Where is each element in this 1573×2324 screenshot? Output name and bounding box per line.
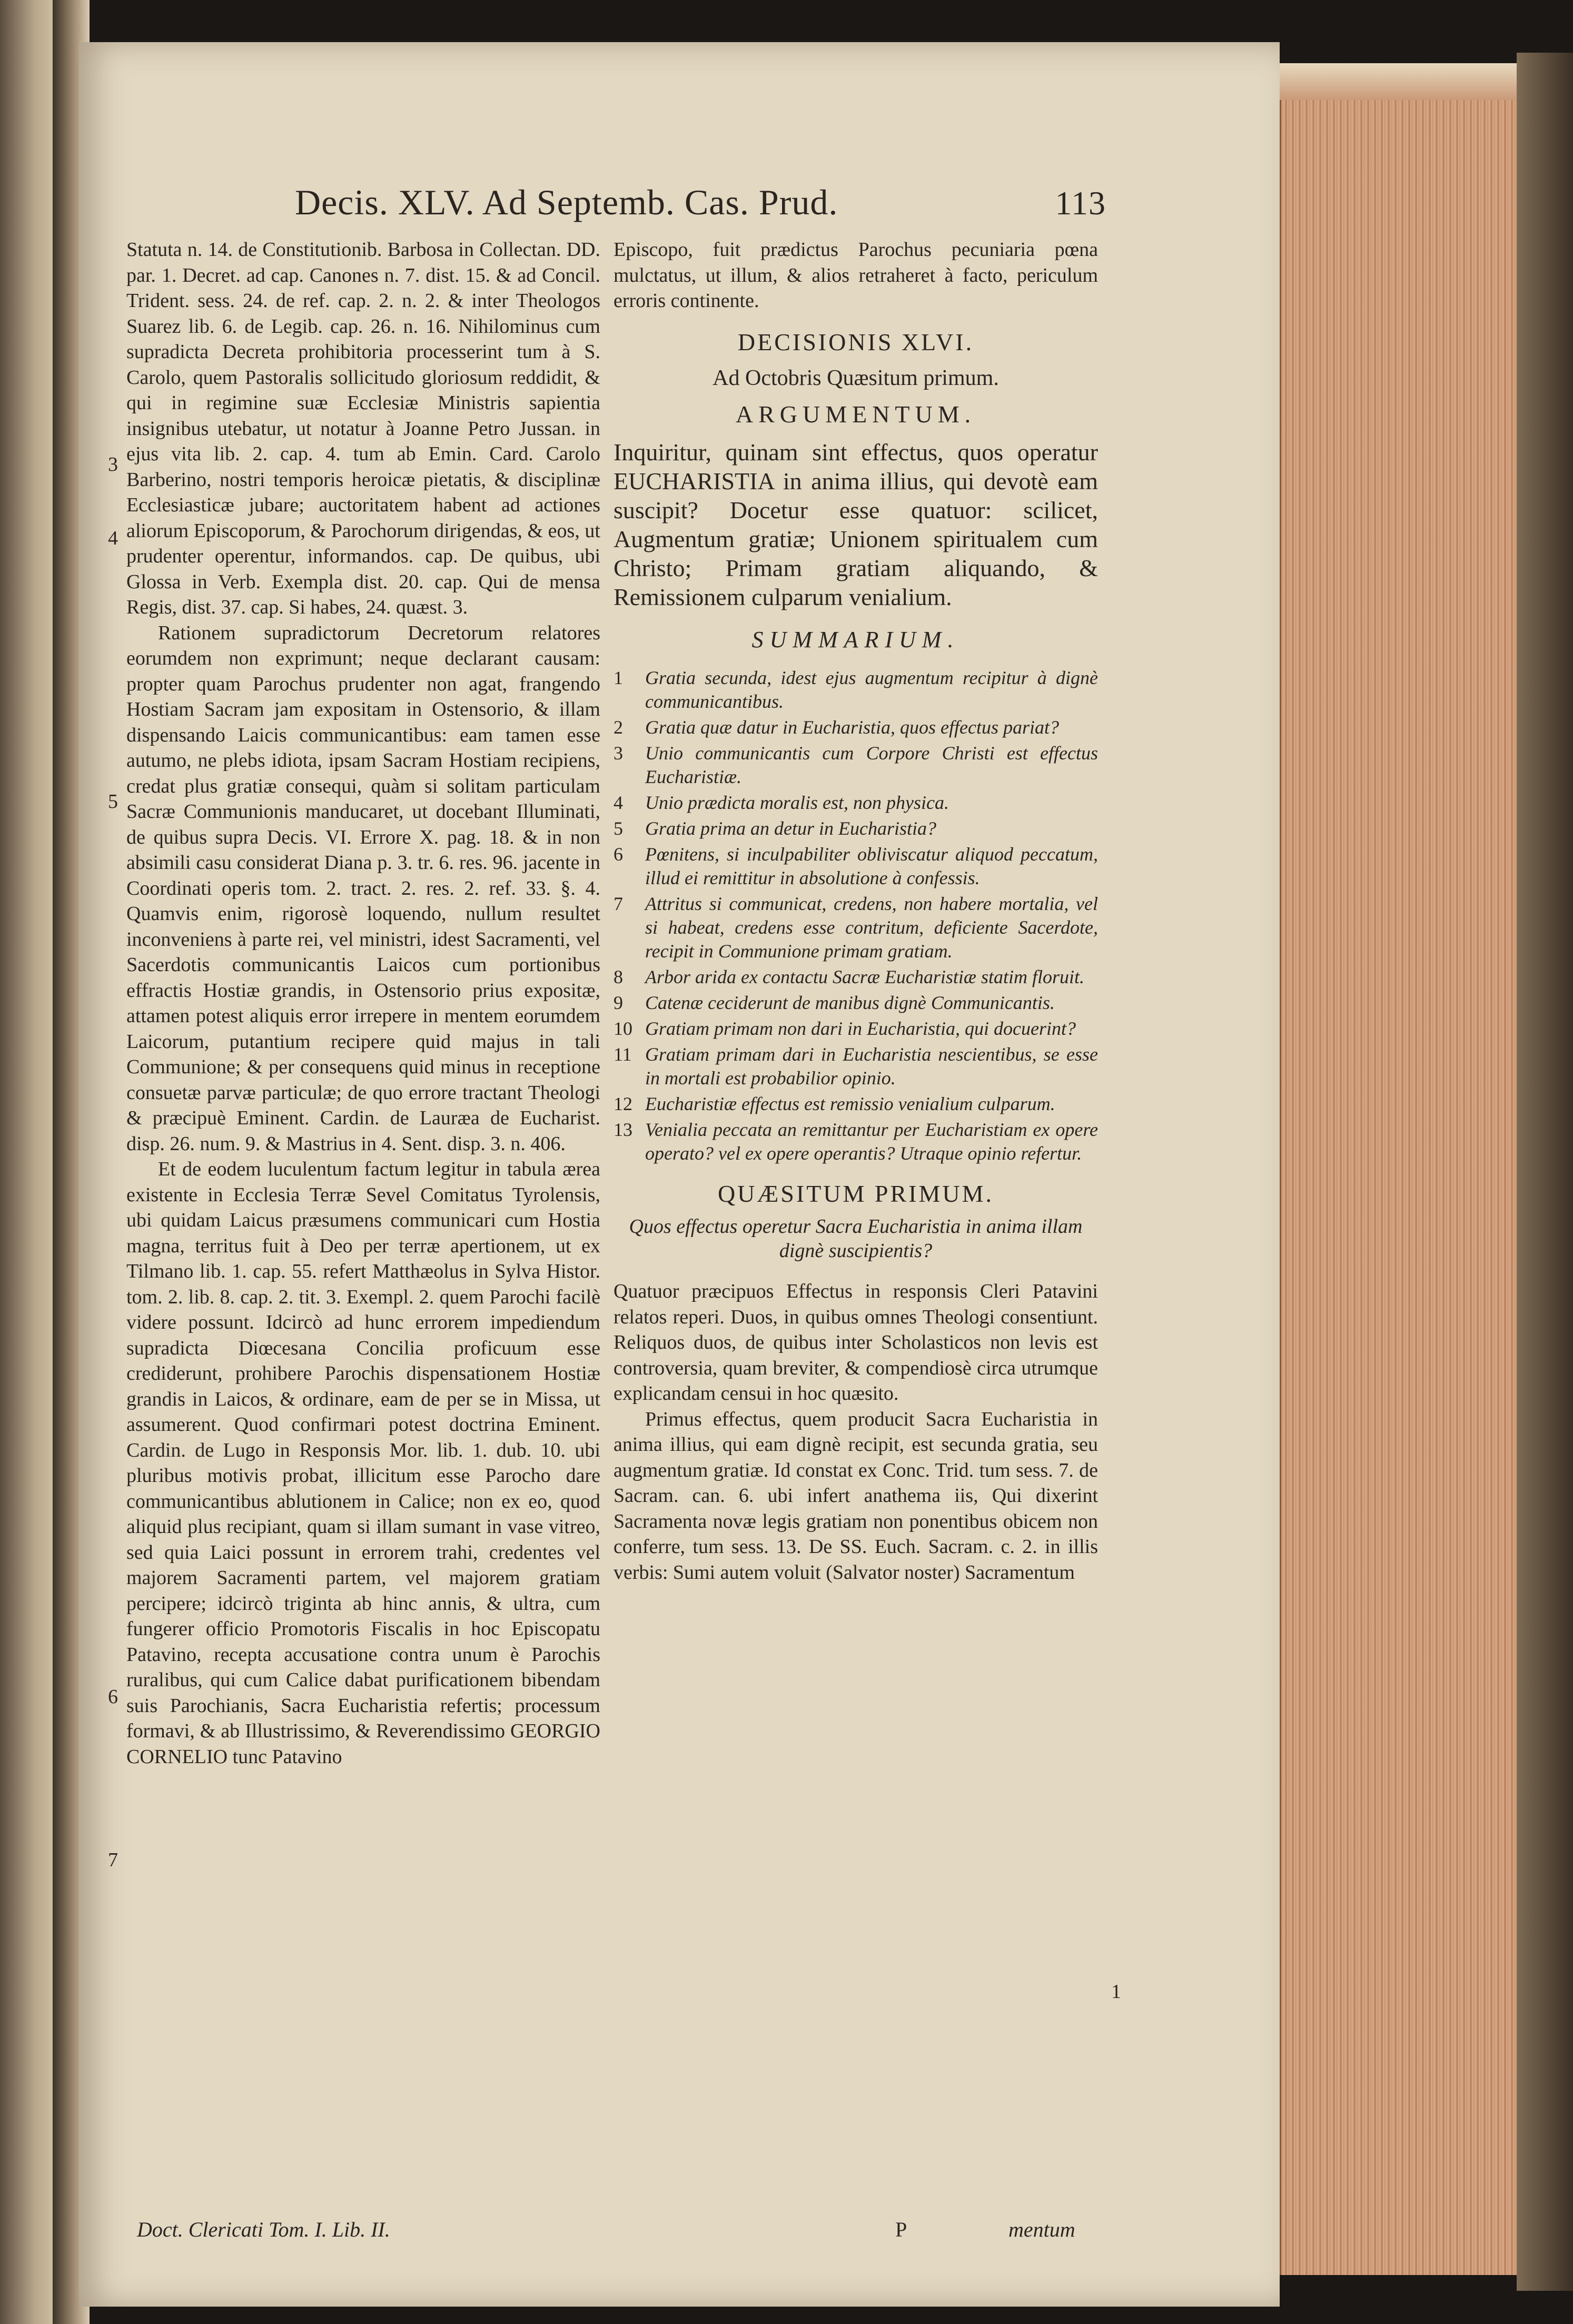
summary-heading: SUMMARIUM. [751,627,960,652]
page-block-top [1280,63,1517,100]
left-paragraph-3: Et de eodem luculentum factum legitur in tabula ærea existente in Ecclesia Terræ Sevel Comitatus Tyrolensis, ubi quidam Laicus præsumens communicari cum Hostia magna, territus fuit à Deo per terræ apertionem, ut ex Tilmano lib. 1. cap. 55. refert Matthæolus in Sylva Histor. tom. 2. lib. 8. cap. 2. tit. 3. Exempl. 2. quem Parochi facilè videre possunt. Idcircò ad hunc errorem impediendum supradicta Diœcesana Concilia proficuum esse crediderunt, prohibere Parochis dispensationem Hostiæ grandis in Laicos, & ordinare, eam de per se in Missa, ut assumerent. Quod confirmari potest doctrina Eminent. Cardin. de Lugo in Responsis Mor. lib. 1. dub. 10. ubi pluribus motivis probat, illicitum esse Parocho dare communicantibus ablutionem in Calice; non ex eo, quod aliquid plus recipiant, quam si illam sumant in vase vitreo, sed quia Laici possunt in errorem trahi, credentes vel majorem Sacramenti partem, vel majorem gratiam percipere; idcircò triginta ab hinc annis, & ultra, cum fungerer officio Promotoris Fiscalis in hoc Episcopatu Patavino, recepta accusatione contra unum è Parochis ruralibus, qui cum Calice dabat purificationem bibendam suis Parochianis, Sacra Eucharistia refertis; processum formavi, & ab Illustrissimo, & Reverendissimo GEORGIO CORNELIO tunc Patavino [126,1158,600,1768]
summary-item: 1 Gratia secunda, idest ejus augmentum recipitur à dignè communicantibus. [614,667,1098,712]
right-body-paragraph-1: Quatuor præcipuos Effectus in responsis Cleri Patavini relatos reperi. Duos, in quibus omnes Theologi consentiunt. Reliquos duos, de quibus inter Scholasticos non levis est controversia, quam breviter, & compendiosè circa utrumque explicandam censui in hoc quæsito. [614,1280,1098,1405]
summary-item: 13 Venialia peccata an remittantur per Eucharistiam ex opere operato? vel ex opere operantis? Utraque opinio refertur. [614,1119,1098,1164]
book-cover [1517,53,1573,2291]
margin-number: 6 [108,1686,118,1708]
margin-number: 3 [108,453,118,476]
running-head-title: Decis. XLV. Ad Septemb. Cas. Prud. [295,182,838,222]
summary-item: 5 Gratia prima an detur in Eucharistia? [614,817,937,839]
page-number: 113 [1055,184,1106,222]
right-intro: Episcopo, fuit prædictus Parochus pecuniaria pœna mulctatus, ut illum, & alios retraheret à facto, periculum erroris continente. [614,239,1098,312]
summary-item: 9 Catenæ ceciderunt de manibus dignè Communicantis. [614,992,1055,1013]
summary-item: 7 Attritus si communicat, credens, non habere mortalia, vel si habeat, credens esse contritum, deficiente Sacerdote, recipit in Communione primam gratiam. [614,893,1098,962]
footer-attribution: Doct. Clericati Tom. I. Lib. II. [137,2218,390,2241]
page-block-edge [1280,63,1518,2275]
argument-heading: ARGUMENTUM. [735,400,976,428]
summary-item: 10 Gratiam primam non dari in Eucharistia, qui docuerint? [614,1017,1076,1039]
catchword: mentum [1008,2218,1075,2241]
summary-item: 2 Gratia quæ datur in Eucharistia, quos effectus pariat? [614,716,1060,738]
left-column [126,237,600,1769]
decision-heading: DECISIONIS XLVI. [737,328,974,355]
margin-number: 7 [108,1849,118,1871]
signature-mark: P [895,2218,907,2241]
quaesitum-heading: QUÆSITUM PRIMUM. [717,1180,994,1207]
left-paragraph-2: Rationem supradictorum Decretorum relatores eorumdem non exprimunt; neque declarant causam: propter quam Parochus prudenter non agat, frangendo Hostiam Sacram jam expositam in Ostensorio, & illam dispensando Laicis communicantibus: eam tamen esse autumo, ne plebs idiota, ipsam Sacram Hostiam recipiens, credat plus gratiæ consequi, quàm si solitam particulam Sacræ Communionis manducaret, ut docebant Illuminati, de quibus supra Decis. VI. Errore X. pag. 18. & in non absimili casu considerat Diana p. 3. tr. 6. res. 96. jacente in Coordinati operis tom. 2. tract. 2. res. 2. ref. 33. §. 4. Quamvis enim, rigorosè loquendo, nullum resultet inconveniens à parte rei, vel ministri, idest Sacramenti, vel Sacerdotis communicantis Laicos cum portionibus effractis Hostiæ grandis, in Ostensorio prius expositæ, attamen potest aliquis error irrepere in mentem eorumdem Laicorum, putantium recipere quid majus in tali Communione; & per consequens quid minus in receptione consuetæ parvæ particulæ; de quo errore tractant Theologi & præcipuè Eminent. Cardin. de Lauræa de Eucharist. disp. 26. num. 9. & Mastrius in 4. Sent. disp. 3. n. 406. [126,621,600,1155]
summary-item: 6 Pœnitens, si inculpabiliter obliviscatur aliquod peccatum, illud ei remittitur in absolutione à confessis. [614,843,1098,888]
argument-text: Inquiritur, quinam sint effectus, quos operatur EUCHARISTIA in anima illius, qui devotè eam suscipit? Docetur esse quatuor: scilicet, Augmentum gratiæ; Unionem spiritualem cum Christo; Primam gratiam aliquando, & Remissionem culparum venialium. [614,439,1098,610]
margin-number: 4 [108,527,118,549]
margin-number: 5 [108,790,118,813]
summary-item: 3 Unio communicantis cum Corpore Christi est effectus Eucharistiæ. [614,742,1098,787]
decision-subheading: Ad Octobris Quæsitum primum. [713,366,999,390]
right-column [614,237,1098,1585]
right-body-paragraph-2: Primus effectus, quem producit Sacra Eucharistia in anima illius, qui eam dignè recipit, est secunda gratia, seu augmentum gratiæ. Id constat ex Conc. Trid. tum sess. 7. de Sacram. can. 6. ubi infert anathema iis, Qui dixerint Sacramenta novæ legis gratiam non ponentibus obicem non conferre, tum sess. 13. De SS. Euch. Sacram. c. 2. in illis verbis: Sumi autem voluit (Salvator noster) Sacramentum [614,1408,1098,1584]
quaesitum-question: Quos effectus operetur Sacra Eucharistia in anima illam dignè suscipientis? [629,1215,1083,1262]
margin-number-right: 1 [1111,1981,1121,2003]
summary-item: 11 Gratiam primam dari in Eucharistia nescientibus, se esse in mortali est probabilior opinio. [614,1043,1098,1089]
summary-item: 4 Unio prædicta moralis est, non physica. [614,792,949,813]
running-head [295,182,1106,229]
left-paragraph-1: Statuta n. 14. de Constitutionib. Barbosa in Collectan. DD. par. 1. Decret. ad cap. Canones n. 7. dist. 15. & ad Concil. Trident. sess. 24. de ref. cap. 2. n. 2. & inter Theologos Suarez lib. 6. de Legib. cap. 26. n. 16. Nihilominus cum supradicta Decreta prohibitoria processerint tum à S. Carolo, quem Pastoralis sollicitudo gloriosum reddidit, & qui in regimine suæ Ecclesiæ Ministris sapientia insignibus utebatur, ut notatur à Joanne Petro Jussan. in ejus vita lib. 2. cap. 4. tum ab Emin. Card. Carolo Barberino, nostri temporis heroicæ pietatis, & disciplinæ Ecclesiasticæ jubare; auctoritatem habent ad actiones aliorum Episcoporum, & Parochorum dirigendas, & eos, ut prudenter operentur, informandos. cap. De quibus, ubi Glossa in Verb. Exempla dist. 20. cap. Qui de mensa Regis, dist. 37. cap. Si habes, 24. quæst. 3. [126,239,600,618]
summary-item: 12 Eucharistiæ effectus est remissio venialium culparum. [614,1093,1055,1114]
summary-item: 8 Arbor arida ex contactu Sacræ Eucharistiæ statim floruit. [614,966,1084,987]
